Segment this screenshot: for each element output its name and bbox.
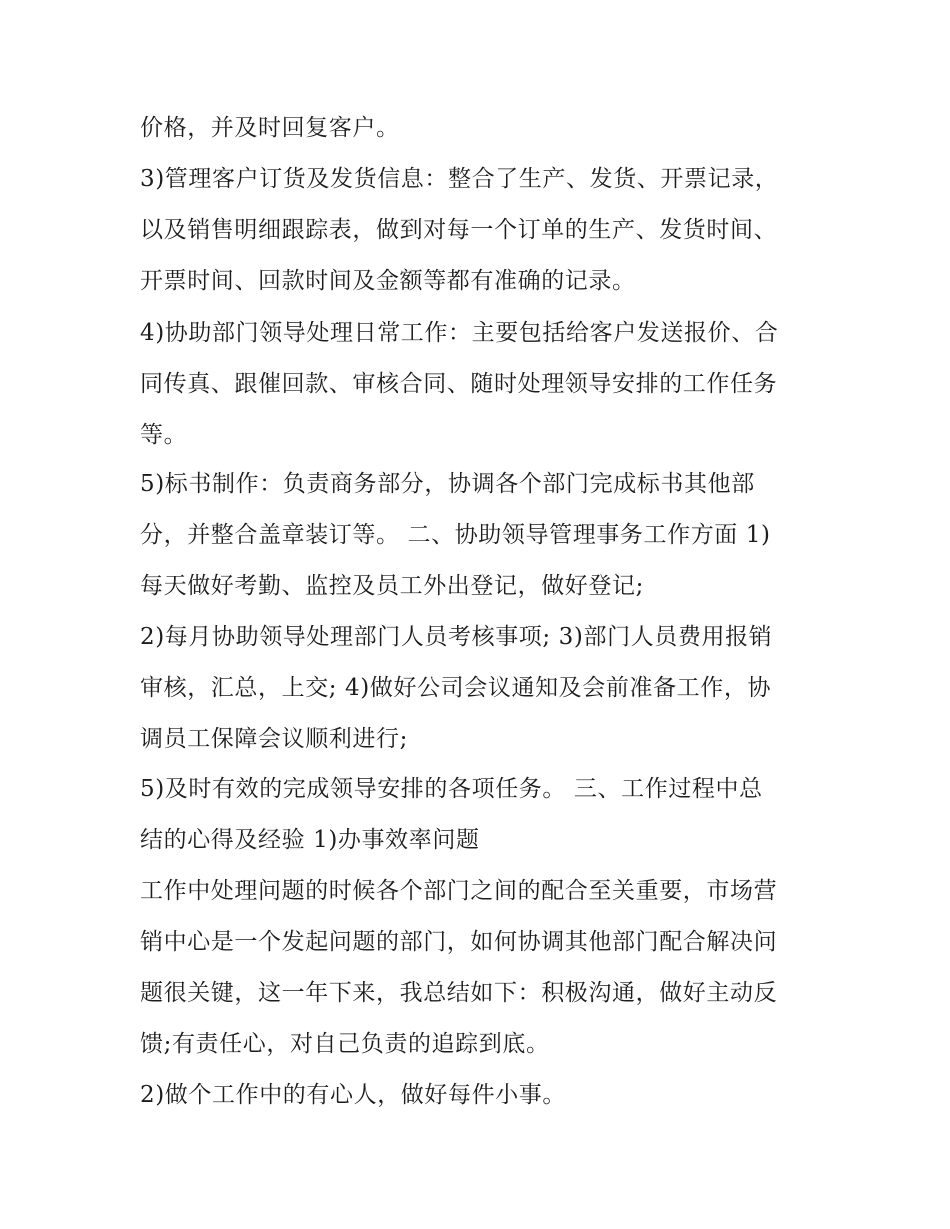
text-line: 销中心是一个发起问题的部门，如何协调其他部门配合解决问 <box>140 929 778 955</box>
text-line: 3)管理客户订货及发货信息：整合了生产、发货、开票记录， <box>140 166 779 192</box>
text-line: 工作中处理问题的时候各个部门之间的配合至关重要，市场营 <box>140 878 778 904</box>
text-line: 分，并整合盖章装订等。 二、协助领导管理事务工作方面 1) <box>140 522 771 548</box>
text-line: 5)及时有效的完成领导安排的各项任务。 三、工作过程中总 <box>140 776 763 802</box>
text-line: 结的心得及经验 1)办事效率问题 <box>140 827 480 853</box>
text-line: 5)标书制作：负责商务部分，协调各个部门完成标书其他部 <box>140 471 755 497</box>
text-line: 审核，汇总，上交; 4)做好公司会议通知及会前准备工作，协 <box>140 675 772 701</box>
text-line: 2)做个工作中的有心人，做好每件小事。 <box>140 1082 567 1108</box>
text-line: 调员工保障会议顺利进行; <box>140 726 408 752</box>
text-line: 馈;有责任心，对自己负责的追踪到底。 <box>140 1031 550 1057</box>
text-line: 2)每月协助领导处理部门人员考核事项; 3)部门人员费用报销 <box>140 624 773 650</box>
text-line: 同传真、跟催回款、审核合同、随时处理领导安排的工作任务 <box>140 371 778 397</box>
text-line: 开票时间、回款时间及金额等都有准确的记录。 <box>140 268 636 294</box>
text-line: 题很关键，这一年下来，我总结如下：积极沟通，做好主动反 <box>140 980 778 1006</box>
text-line: 每天做好考勤、监控及员工外出登记，做好登记; <box>140 573 644 599</box>
text-line: 等。 <box>140 422 188 448</box>
text-line: 4)协助部门领导处理日常工作：主要包括给客户发送报价、合 <box>140 320 779 346</box>
text-line: 以及销售明细跟踪表，做到对每一个订单的生产、发货时间、 <box>140 217 778 243</box>
text-line: 价格，并及时回复客户。 <box>140 115 400 141</box>
